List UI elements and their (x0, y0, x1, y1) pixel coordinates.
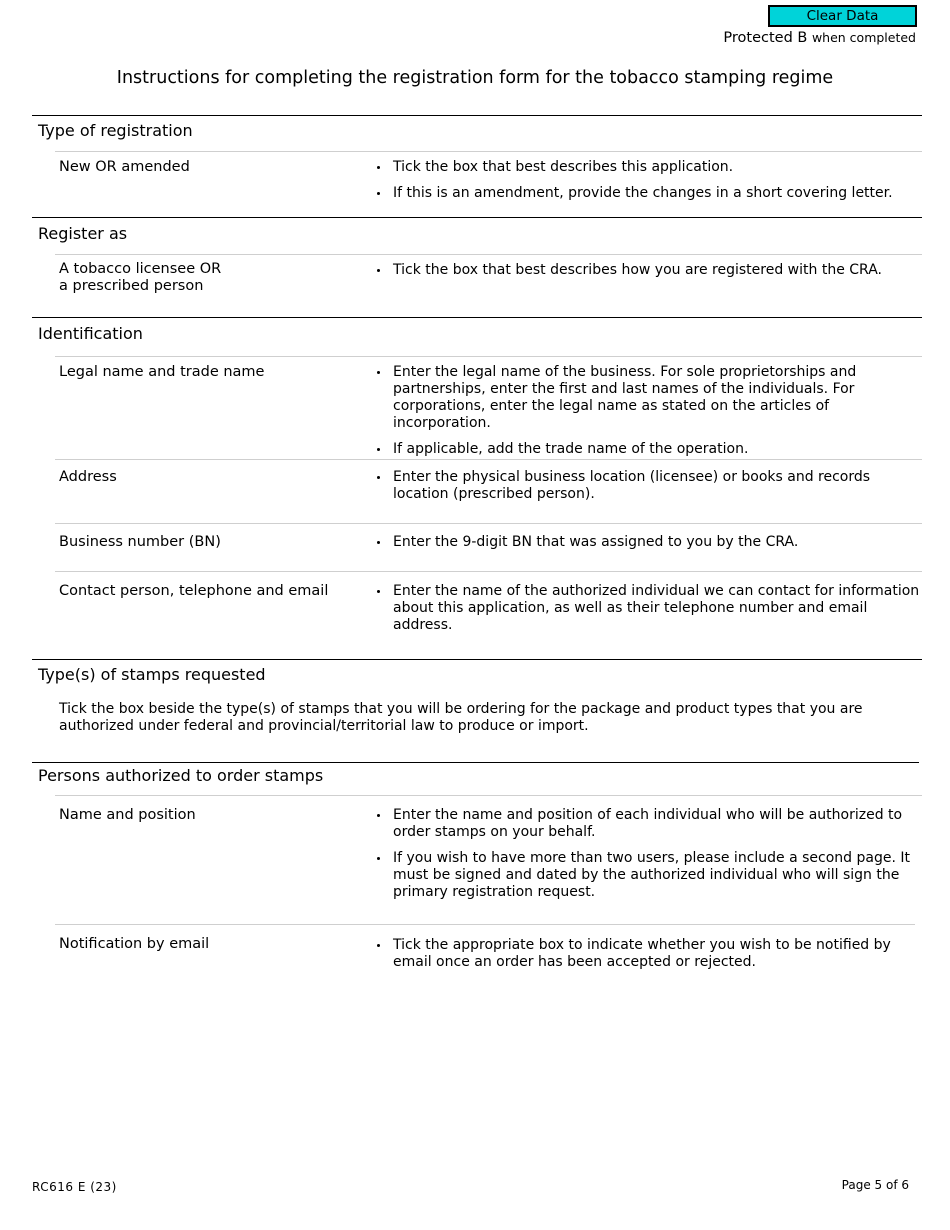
field-label-new-or-amended (59, 159, 190, 176)
field-label-line: Contact person, telephone and email (59, 583, 329, 599)
row-divider (55, 151, 922, 152)
list-item: Tick the box that best describes this application. (376, 159, 924, 176)
page-number: Page 5 of 6 (841, 1178, 909, 1192)
field-label-notification-by-email (59, 936, 209, 953)
form-code: RC616 E (23) (32, 1180, 117, 1194)
instructions-list (376, 159, 924, 211)
instructions-list (376, 807, 924, 910)
list-item: If applicable, add the trade name of the operation. (376, 441, 924, 458)
field-label-licensee-or-prescribed (59, 261, 221, 295)
field-label-line: Business number (BN) (59, 534, 221, 550)
field-label-name-and-position (59, 807, 196, 824)
page-title: Instructions for completing the registration form for the tobacco stamping regime (116, 68, 834, 88)
list-item: Tick the appropriate box to indicate whether you wish to be notified by email once an order has been accepted or rejected. (376, 937, 924, 971)
instructions-list (376, 364, 924, 467)
field-label-address (59, 469, 117, 486)
row-divider (55, 459, 922, 460)
row-divider (55, 356, 922, 357)
list-item: Tick the box that best describes how you are registered with the CRA. (376, 262, 924, 279)
instructions-list (376, 262, 924, 288)
list-item: Enter the physical business location (licensee) or books and records location (prescribed person). (376, 469, 924, 503)
field-label-contact-person (59, 583, 328, 600)
stamps-requested-instructions: Tick the box beside the type(s) of stamps that you will be ordering for the package and product types that you are authorized under federal and provincial/territorial law to produce or import. (59, 701, 863, 734)
section-divider (32, 317, 922, 318)
field-label-line: Notification by email (59, 936, 210, 952)
list-item: If this is an amendment, provide the changes in a short covering letter. (376, 185, 924, 202)
section-divider (32, 762, 919, 763)
list-item: Enter the 9-digit BN that was assigned to you by the CRA. (376, 534, 924, 551)
instructions-list (376, 937, 924, 980)
list-item: Enter the name and position of each individual who will be authorized to order stamps on your behalf. (376, 807, 924, 841)
row-divider (55, 571, 922, 572)
row-divider (55, 924, 915, 925)
section-title-type-of-registration: Type of registration (38, 121, 193, 140)
field-label-line: Name and position (59, 807, 196, 823)
section-title-persons-authorized: Persons authorized to order stamps (38, 766, 324, 785)
section-divider (32, 659, 922, 660)
section-title-stamps-requested: Type(s) of stamps requested (38, 665, 266, 684)
row-divider (55, 254, 922, 255)
instructions-list (376, 469, 924, 512)
row-divider (55, 795, 922, 796)
section-divider (32, 217, 922, 218)
protected-b-notice (723, 30, 916, 46)
field-label-line: a prescribed person (59, 278, 204, 294)
list-item: Enter the name of the authorized individual we can contact for information about this application, as well as their telephone number and email address. (376, 583, 924, 634)
field-label-line: Address (59, 469, 117, 485)
section-divider (32, 115, 922, 116)
protected-suffix: when completed (811, 30, 916, 45)
field-label-line: A tobacco licensee OR (59, 261, 222, 277)
field-label-line: Legal name and trade name (59, 364, 265, 380)
row-divider (55, 523, 922, 524)
field-label-line: New OR amended (59, 159, 190, 175)
field-label-business-number (59, 534, 221, 551)
protected-label: Protected B (723, 30, 808, 46)
list-item: Enter the legal name of the business. For sole proprietorships and partnerships, enter the first and last names of the individuals. For corporations, enter the legal name as stated on the articles of incorporation. (376, 364, 924, 432)
section-title-register-as: Register as (38, 224, 128, 243)
list-item: If you wish to have more than two users, please include a second page. It must be signed and dated by the authorized individual who will sign the primary registration request. (376, 850, 924, 901)
field-label-legal-name (59, 364, 264, 381)
instructions-list (376, 534, 924, 560)
instructions-list (376, 583, 924, 643)
clear-data-button[interactable]: Clear Data (768, 5, 917, 27)
section-title-identification: Identification (38, 324, 143, 343)
